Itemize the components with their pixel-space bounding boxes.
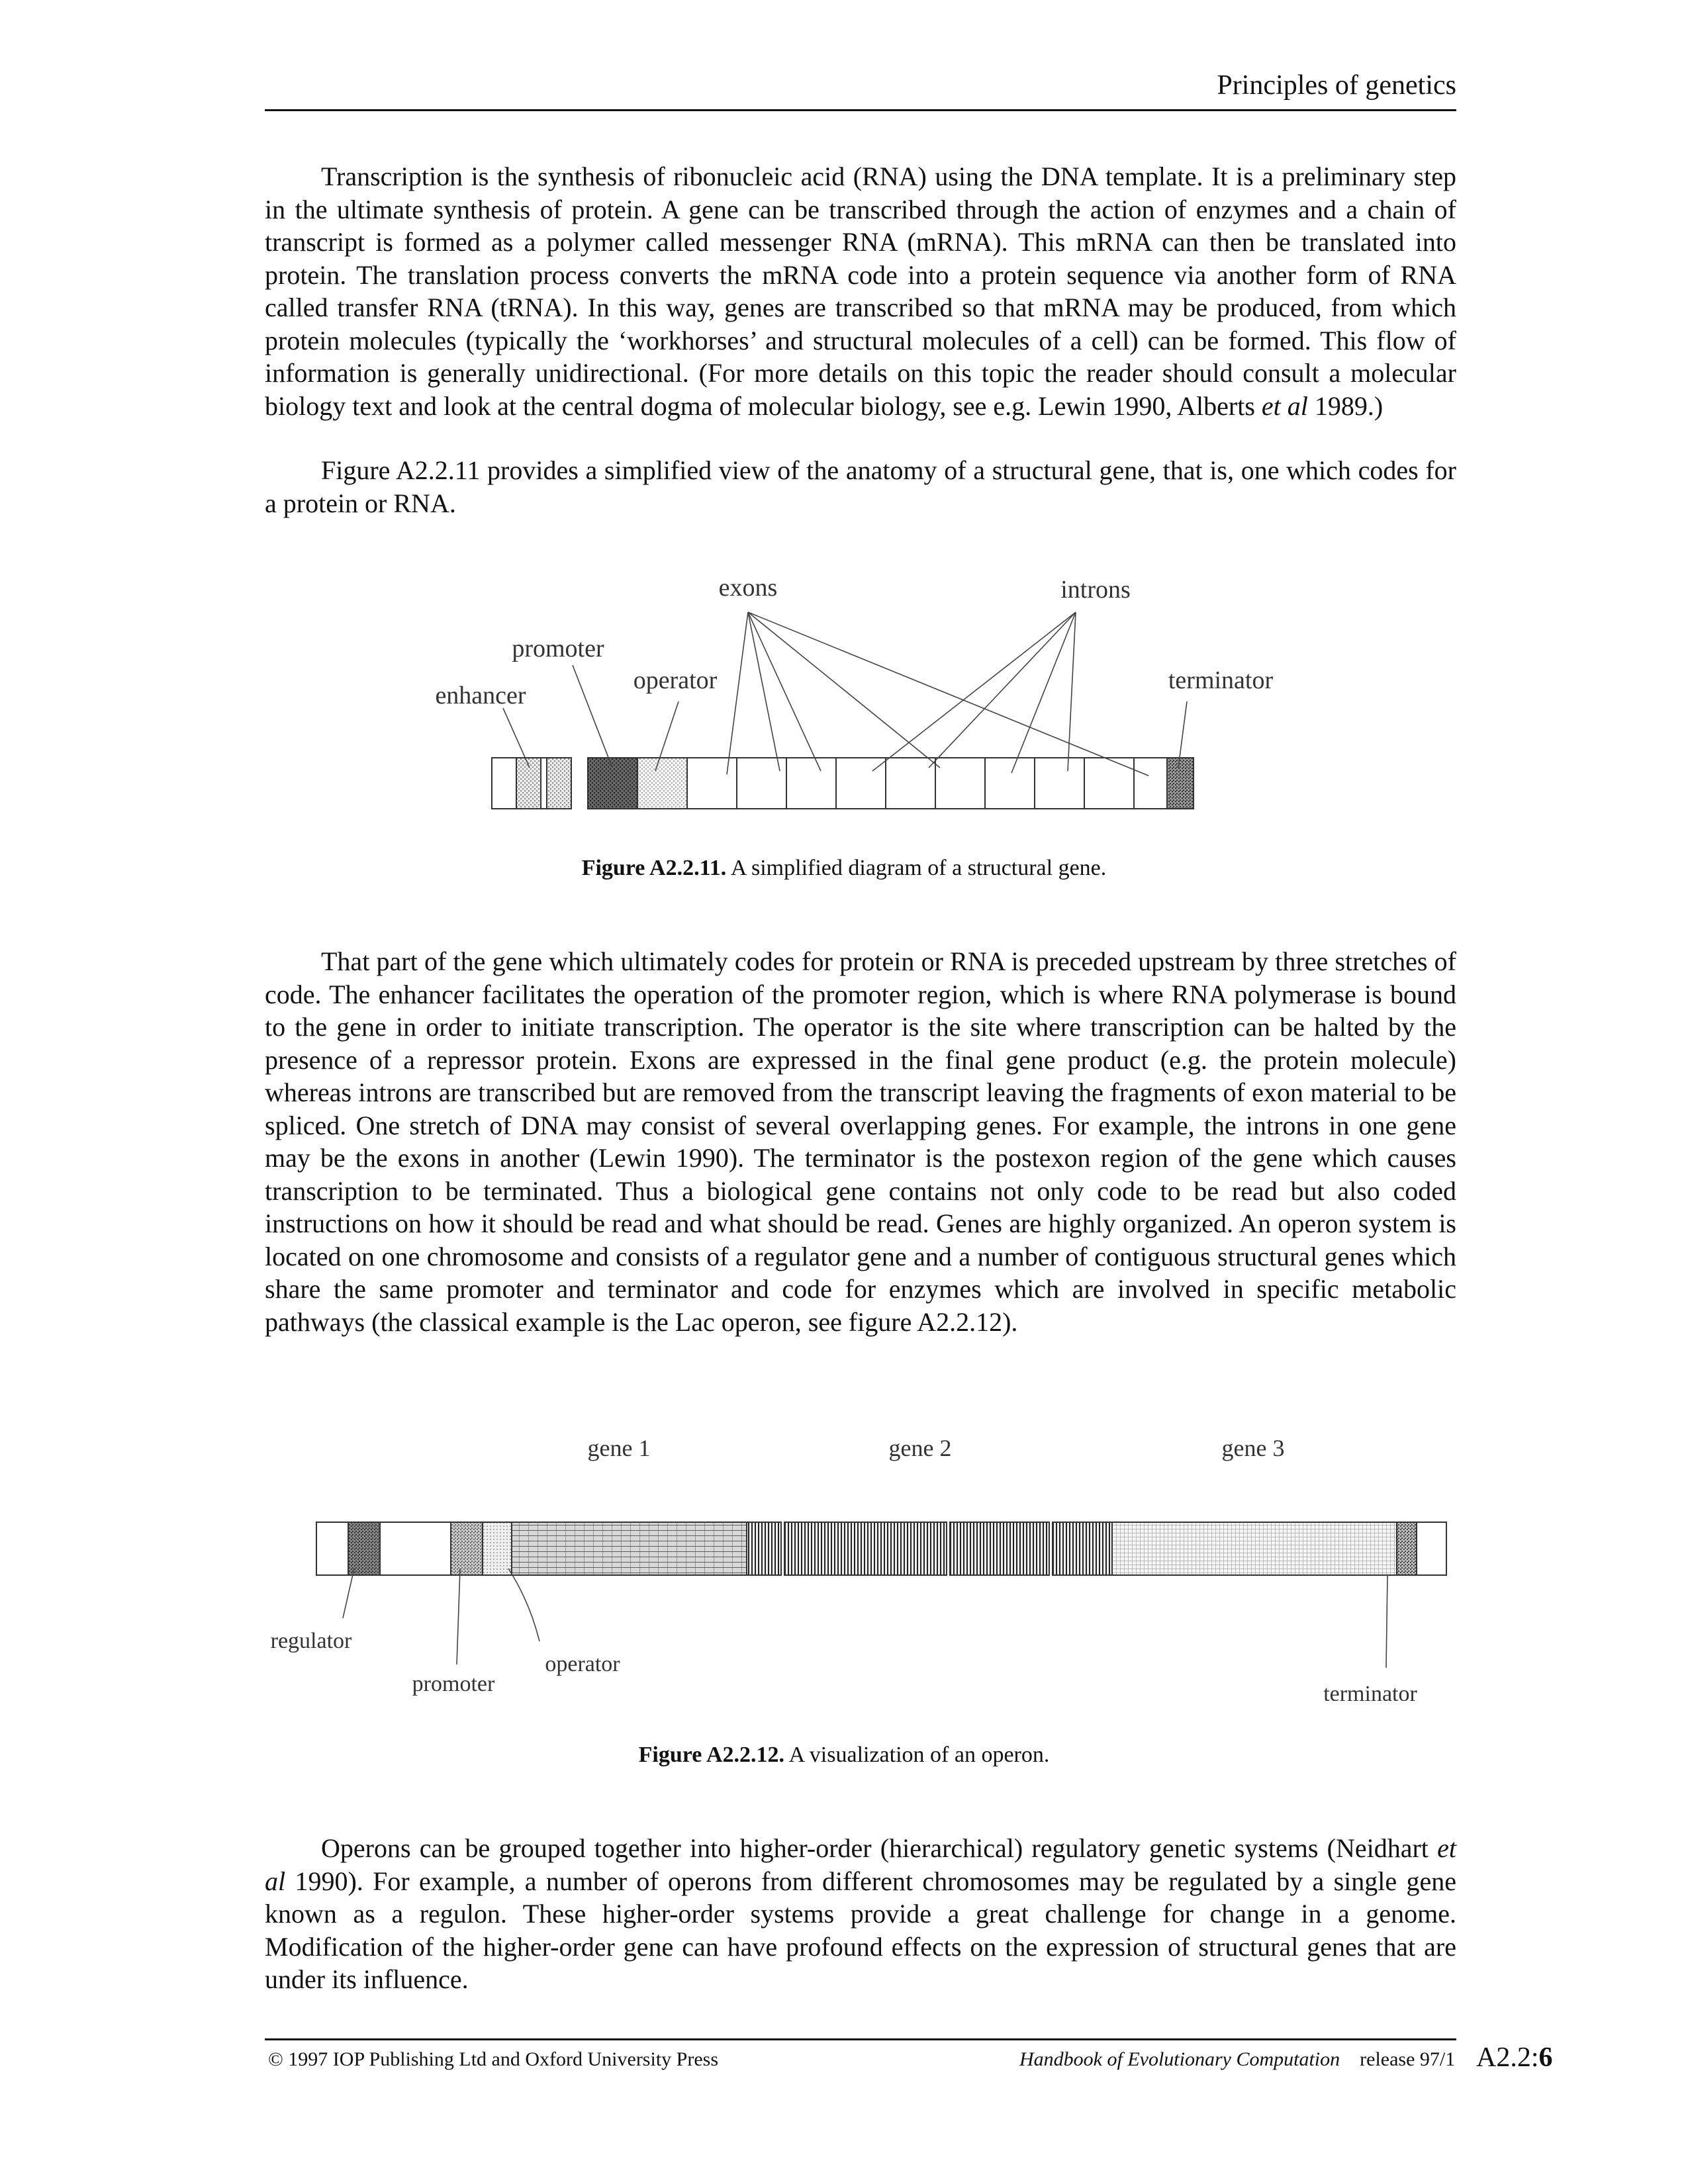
segment-gene-2b bbox=[950, 1522, 1049, 1575]
segment-gene-3 bbox=[1112, 1522, 1397, 1575]
release-label: release 97/1 bbox=[1360, 2048, 1456, 2070]
segment-enhancer-2 bbox=[547, 758, 571, 809]
operon-segments bbox=[316, 1522, 1446, 1575]
et-al-italic: et al bbox=[1261, 390, 1308, 421]
segment-exon bbox=[687, 758, 737, 809]
figure-caption-a2-2-11 bbox=[0, 856, 1688, 881]
footer-copyright: © 1997 IOP Publishing Ltd and Oxford University Press bbox=[268, 2048, 718, 2070]
page-digit: 6 bbox=[1538, 2042, 1553, 2073]
operon-diagram bbox=[0, 1416, 1688, 1701]
gene-segments bbox=[492, 758, 1194, 809]
page-prefix: A2.2: bbox=[1476, 2042, 1539, 2073]
footer-rule bbox=[265, 2038, 1456, 2040]
paragraph-text-end: 1989.) bbox=[1307, 390, 1383, 421]
paragraph-gene-anatomy: That part of the gene which ultimately codes for protein or RNA is preceded upstream by three stretches of code. The enhancer facilitates the operation of the promoter region, which is where RNA polymerase is bound to the gene in order to initiate transcription. The operator is the site where transcription can be halted by the presence of a repressor protein. Exons are expressed in the final gene product (e.g. the protein molecule) whereas introns are transcribed but are removed from the transcript leaving the fragments of exon material to be spliced. One stretch of DNA may consist of several overlapping genes. For example, the introns in one gene may be the exons in another (Lewin 1990). The terminator is the postexon region of the gene which causes transcription to be terminated. Thus a biological gene contains not only code to be read but also coded instructions on how it should be read and what should be read. Genes are highly organized. An operon system is located on one chromosome and consists of a regulator gene and a number of contiguous structural genes which share the same promoter and terminator and code for enzymes which are involved in specific metabolic pathways (the classical example is the Lac operon, see figure A2.2.12). bbox=[265, 946, 1456, 1337]
segment-exon bbox=[886, 758, 935, 809]
label-gene-2: gene 2 bbox=[888, 1435, 952, 1461]
label-regulator: regulator bbox=[270, 1629, 352, 1653]
segment-end bbox=[1417, 1522, 1446, 1575]
segment-regulator bbox=[348, 1522, 380, 1575]
segment-exon bbox=[1084, 758, 1134, 809]
caption-label: Figure A2.2.12. bbox=[638, 1743, 784, 1767]
page-number bbox=[1476, 2042, 1553, 2073]
segment-blank bbox=[316, 1522, 348, 1575]
segment-intron bbox=[935, 758, 985, 809]
segment-exon bbox=[786, 758, 836, 809]
segment-spacer-stripes-2 bbox=[1053, 1522, 1112, 1575]
segment-gene-1 bbox=[512, 1522, 747, 1575]
label-terminator: terminator bbox=[1168, 666, 1274, 694]
segment-post bbox=[1134, 758, 1167, 809]
leader-lines bbox=[503, 612, 1187, 776]
book-title: Handbook of Evolutionary Computation bbox=[1019, 2048, 1340, 2070]
paragraph-transcription bbox=[265, 160, 1456, 422]
label-operator: operator bbox=[545, 1652, 620, 1676]
segment-intron bbox=[836, 758, 886, 809]
label-promoter: promoter bbox=[412, 1672, 495, 1696]
paragraph-figure-intro: Figure A2.2.11 provides a simplified view of the anatomy of a structural gene, that is, one which codes for a protein or RNA. bbox=[265, 455, 1456, 518]
segment-operator bbox=[637, 758, 687, 809]
segment-gap bbox=[541, 758, 547, 809]
segment-promoter bbox=[588, 758, 637, 809]
segment-intron bbox=[1035, 758, 1084, 809]
et-al-italic: et al bbox=[265, 1833, 1456, 1896]
label-terminator: terminator bbox=[1323, 1682, 1417, 1701]
paragraph-text-rest: 1990). For example, a number of operons from different chromosomes may be regulated by a single gene known as a regulon. These higher-order systems provide a great challenge for change in a genome. Modification of the higher-order gene can have profound effects on the expression of structural genes that are under its influence. bbox=[265, 1866, 1456, 1994]
label-gene-3: gene 3 bbox=[1221, 1435, 1285, 1461]
structural-gene-diagram bbox=[0, 563, 1688, 854]
segment-exon bbox=[985, 758, 1035, 809]
label-enhancer: enhancer bbox=[435, 682, 526, 709]
segment-promoter bbox=[451, 1522, 483, 1575]
label-gene-1: gene 1 bbox=[587, 1435, 651, 1461]
segment-terminator bbox=[1397, 1522, 1417, 1575]
caption-label: Figure A2.2.11. bbox=[581, 856, 727, 880]
figure-caption-a2-2-12 bbox=[0, 1743, 1688, 1768]
segment-spacer bbox=[380, 1522, 451, 1575]
label-operator: operator bbox=[633, 666, 718, 694]
segment-operator bbox=[483, 1522, 512, 1575]
paragraph-text: Operons can be grouped together into higher-order (hierarchical) regulatory genetic systems (Neidhart bbox=[321, 1833, 1438, 1863]
running-head bbox=[265, 69, 1456, 111]
running-title: Principles of genetics bbox=[1217, 70, 1456, 101]
caption-text: A visualization of an operon. bbox=[784, 1743, 1050, 1767]
label-introns: introns bbox=[1060, 576, 1131, 604]
segment-gene-2 bbox=[784, 1522, 947, 1575]
segment-terminator bbox=[1167, 758, 1194, 809]
label-promoter: promoter bbox=[512, 635, 604, 662]
caption-text: A simplified diagram of a structural gene. bbox=[726, 856, 1107, 880]
segment-blank bbox=[492, 758, 516, 809]
paragraph-text: Transcription is the synthesis of ribonucleic acid (RNA) using the DNA template. It is a preliminary step in the ultimate synthesis of protein. A gene can be transcribed through the action of enzymes and a chain of transcript is formed as a polymer called messenger RNA (mRNA). This mRNA can then be translated into protein. The translation process converts the mRNA code into a protein sequence via another form of RNA called transfer RNA (tRNA). In this way, genes are transcribed so that mRNA may be produced, from which protein molecules (typically the ‘workhorses’ and structural molecules of a cell) can be formed. This flow of information is generally unidirectional. (For more details on this topic the reader should consult a molecular biology text and look at the central dogma of molecular biology, see e.g. Lewin 1990, Alberts bbox=[265, 161, 1456, 421]
footer-book bbox=[1019, 2048, 1455, 2071]
paragraph-operons bbox=[265, 1832, 1456, 1996]
segment-spacer-stripes bbox=[747, 1522, 781, 1575]
operon-leader-lines bbox=[343, 1569, 1387, 1668]
label-exons: exons bbox=[718, 574, 778, 602]
